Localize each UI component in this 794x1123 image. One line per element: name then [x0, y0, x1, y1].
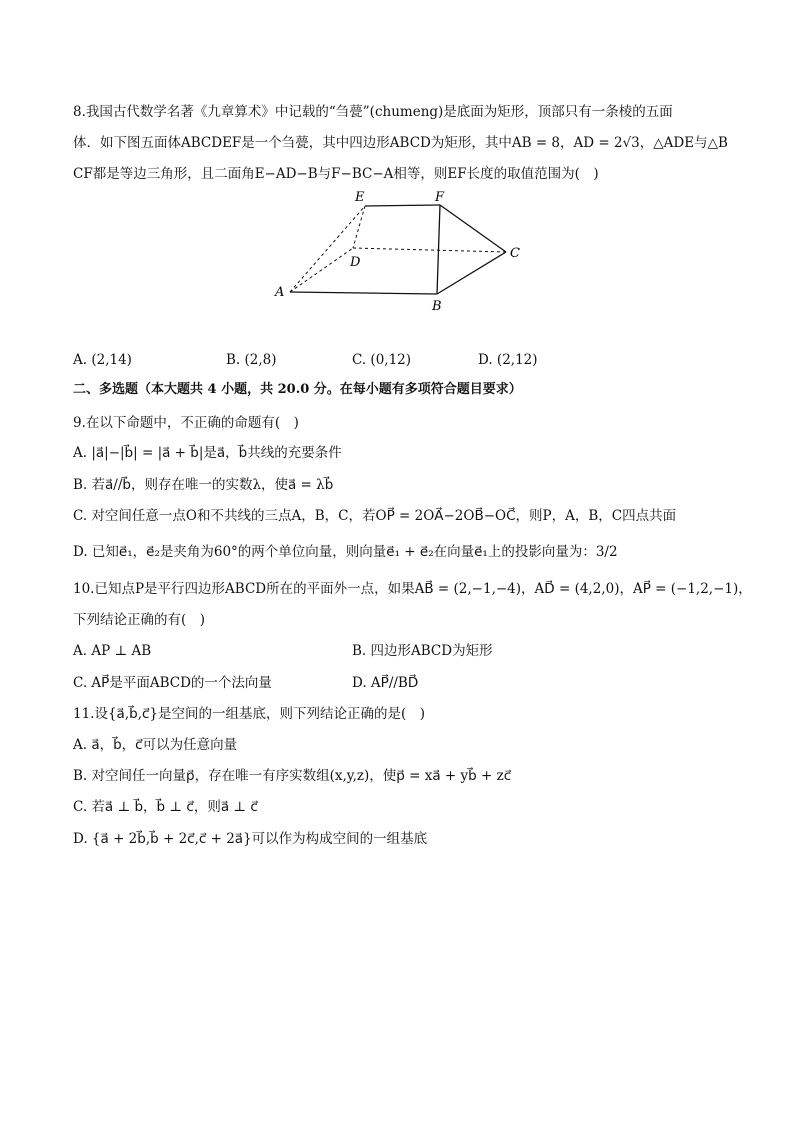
q8-stem-line2: 体．如下图五面体ABCDEF是一个刍甍，其中四边形ABCD为矩形，其中AB = 8，AD = 2√3，△ADE与△B — [73, 135, 728, 151]
q10-option-b: B. 四边形ABCD为矩形 — [352, 643, 493, 659]
q8-option-c: C. (0,12) — [352, 352, 412, 368]
q11-option-d: D. {a⃗ + 2b⃗,b⃗ + 2c⃗,c⃗ + 2a⃗}可以作为构成空间的一组基底 — [73, 831, 428, 847]
q8-stem-line3: CF都是等边三角形，且二面角E−AD−B与F−BC−A相等，则EF长度的取值范围为( ) — [73, 166, 599, 182]
q8-option-b: B. (2,8) — [226, 352, 277, 368]
q10-option-a: A. AP ⊥ AB — [73, 643, 152, 659]
vertex-label-a: A — [275, 285, 285, 300]
vertex-label-b: B — [432, 299, 442, 314]
q8-pentahedron-figure — [270, 188, 530, 318]
q11-option-a: A. a⃗，b⃗，c⃗可以为任意向量 — [73, 737, 238, 753]
vertex-label-f: F — [435, 190, 445, 205]
vertex-label-c: C — [510, 246, 520, 261]
q11-stem: 11.设{a⃗,b⃗,c⃗}是空间的一组基底，则下列结论正确的是( ) — [73, 706, 426, 722]
q10-stem-line1: 10.已知点P是平行四边形ABCD所在的平面外一点，如果AB⃗ = (2,−1,−4)，AD⃗ = (4,2,0)，AP⃗ = (−1,2,−1)， — [73, 581, 752, 597]
q9-option-d: D. 已知e⃗₁，e⃗₂是夹角为60°的两个单位向量，则向量e⃗₁ + e⃗₂在向量e⃗₁上的投影向量为：3/2 — [73, 544, 618, 560]
q9-option-c: C. 对空间任意一点O和不共线的三点A，B，C，若OP⃗ = 2OA⃗−2OB⃗−OC⃗，则P，A，B，C四点共面 — [73, 508, 677, 524]
q10-stem-line2: 下列结论正确的有( ) — [73, 612, 206, 628]
q8-stem-line1: 8.我国古代数学名著《九章算术》中记载的“刍甍”(chumeng)是底面为矩形，顶部只有一条棱的五面 — [73, 104, 673, 120]
q11-option-b: B. 对空间任一向量p⃗，存在唯一有序实数组(x,y,z)，使p⃗ = xa⃗ + yb⃗ + zc⃗ — [73, 768, 512, 784]
q9-option-b: B. 若a⃗//b⃗，则存在唯一的实数λ，使a⃗ = λb⃗ — [73, 477, 334, 493]
q11-option-c: C. 若a⃗ ⊥ b⃗，b⃗ ⊥ c⃗，则a⃗ ⊥ c⃗ — [73, 799, 258, 815]
q9-stem: 9.在以下命题中，不正确的命题有( ) — [73, 415, 299, 431]
q9-option-a: A. |a⃗|−|b⃗| = |a⃗ + b⃗|是a⃗，b⃗共线的充要条件 — [73, 445, 342, 461]
q10-option-d: D. AP⃗//BD⃗ — [352, 675, 419, 691]
q10-option-c: C. AP⃗是平面ABCD的一个法向量 — [73, 675, 272, 691]
vertex-label-d: D — [350, 255, 361, 270]
q8-option-d: D. (2,12) — [478, 352, 538, 368]
q8-option-a: A. (2,14) — [73, 352, 132, 368]
vertex-label-e: E — [355, 190, 365, 205]
section-heading-multiple-choice: 二、多选题（本大题共 4 小题，共 20.0 分。在每小题有多项符合题目要求） — [73, 382, 522, 397]
